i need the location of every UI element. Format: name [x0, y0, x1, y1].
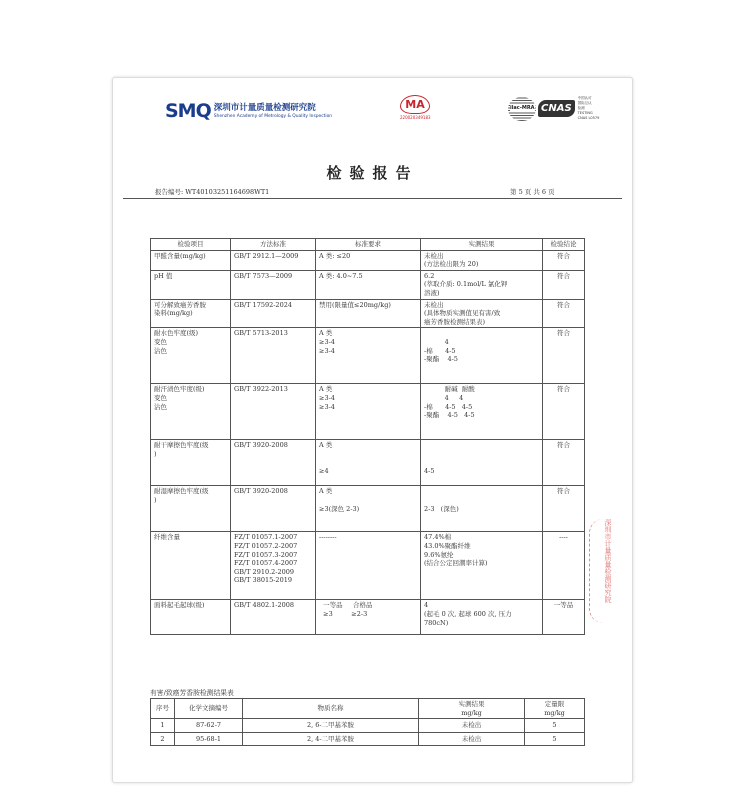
header-item: 检验项目 [151, 239, 231, 251]
header-conclusion: 检验结论 [543, 239, 585, 251]
table-header-row [151, 699, 585, 719]
header-requirement: 标准要求 [316, 239, 421, 251]
requirement-cell: 一等品 合格品 ≥3 ≥2-3 [316, 600, 421, 635]
smq-mark: SMQ [165, 100, 211, 122]
cas-cell: 87-62-7 [175, 719, 243, 733]
result-cell: 4 (起毛 0 次, 起球 600 次, 压力 780cN) [421, 600, 543, 635]
item-cell: 耐汗渍色牢度(级) 变色 沾色 [151, 384, 231, 440]
result-cell: 未检出 (具体物质实测值见有害/致 癌芳香胺检测结果表) [421, 299, 543, 328]
conclusion-cell: 符合 [543, 486, 585, 532]
cas-cell: 95-68-1 [175, 732, 243, 746]
requirement-cell: 禁用(限量值≤20mg/kg) [316, 299, 421, 328]
conclusion-cell: 符合 [543, 328, 585, 384]
method-cell: FZ/T 01057.1-2007 FZ/T 01057.2-2007 FZ/T 01057.3-2007 FZ/T 01057.4-2007 GB/T 2910.2-2009 GB/T 38015-2019 [231, 532, 316, 600]
smq-logo [165, 100, 332, 122]
result-cell: 4-5 [421, 440, 543, 486]
requirement-cell: A 类 ≥3-4 ≥3-4 [316, 384, 421, 440]
inspection-results-table [150, 238, 585, 635]
header-seq: 序号 [151, 699, 175, 719]
conclusion-cell: 符合 [543, 250, 585, 270]
item-cell: 甲醛含量(mg/kg) [151, 250, 231, 270]
table-row [151, 732, 585, 746]
header-measured: 实测结果 mg/kg [419, 699, 525, 719]
table-row [151, 600, 585, 635]
item-cell: pH 值 [151, 270, 231, 299]
institute-name-en: Shenzhen Academy of Metrology & Quality Inspection [213, 113, 333, 119]
loq-cell: 5 [525, 732, 585, 746]
result-cell: 4 -棉 4-5 -聚酯 4-5 [421, 328, 543, 384]
conclusion-cell: 一等品 [543, 600, 585, 635]
result-cell: 耐碱 耐酸 4 4 -棉 4-5 4-5 -聚酯 4-5 4-5 [421, 384, 543, 440]
conclusion-cell: 符合 [543, 270, 585, 299]
requirement-cell: A 类: 4.0~7.5 [316, 270, 421, 299]
method-cell: GB/T 7573—2009 [231, 270, 316, 299]
cnas-logo [508, 96, 599, 121]
table-row [151, 270, 585, 299]
cma-letters: MA [405, 98, 425, 111]
result-cell: 6.2 (萃取介质: 0.1mol/L 氯化钾 溶液) [421, 270, 543, 299]
substance-cell: 2, 4-二甲基苯胺 [243, 732, 419, 746]
conclusion-cell: 符合 [543, 440, 585, 486]
header-divider [123, 198, 622, 199]
result-cell: 47.4%棉 43.0%聚酯纤维 9.6%氨纶 (结合公定回潮率计算) [421, 532, 543, 600]
report-number: 报告编号: WT40103251164698WT1 [155, 188, 270, 196]
cnas-badge: CNAS [538, 100, 575, 117]
item-cell: 耐湿摩擦色牢度(级 ) [151, 486, 231, 532]
conclusion-cell: ---- [543, 532, 585, 600]
seal-stamp: 深圳市计量质量检测研究院 [604, 519, 612, 603]
table-row [151, 328, 585, 384]
table-row [151, 440, 585, 486]
requirement-cell: A 类 ≥3-4 ≥3-4 [316, 328, 421, 384]
institute-name-cn: 深圳市计量质量检测研究院 [213, 102, 316, 113]
cma-logo [400, 95, 430, 120]
method-cell: GB/T 17592-2024 [231, 299, 316, 328]
result-cell: 2-3 (深色) [421, 486, 543, 532]
measured-cell: 未检出 [419, 732, 525, 746]
amine-results-table [150, 698, 585, 746]
requirement-cell: A 类: ≤20 [316, 250, 421, 270]
result-cell: 未检出 (方法检出限为 20) [421, 250, 543, 270]
conclusion-cell: 符合 [543, 384, 585, 440]
loq-cell: 5 [525, 719, 585, 733]
measured-cell: 未检出 [419, 719, 525, 733]
header-result: 实测结果 [421, 239, 543, 251]
method-cell: GB/T 3920-2008 [231, 440, 316, 486]
header-cas: 化学文摘编号 [175, 699, 243, 719]
table-row [151, 384, 585, 440]
seq-cell: 2 [151, 732, 175, 746]
page-number: 第 5 页 共 6 页 [510, 188, 555, 196]
method-cell: GB/T 4802.1-2008 [231, 600, 316, 635]
table-header-row [151, 239, 585, 251]
report-title: 检验报告 [326, 164, 419, 182]
item-cell: 面料起毛起球(级) [151, 600, 231, 635]
table-row [151, 532, 585, 600]
method-cell: GB/T 5713-2013 [231, 328, 316, 384]
requirement-cell: -------- [316, 532, 421, 600]
method-cell: GB/T 3920-2008 [231, 486, 316, 532]
item-cell: 可分解致癌芳香胺 染料(mg/kg) [151, 299, 231, 328]
requirement-cell: A 类 ≥3(深色 2-3) [316, 486, 421, 532]
cnas-side-text: 中国认可 国际互认 检测 TESTING CNAS L0579 [577, 96, 600, 120]
header-method: 方法标准 [231, 239, 316, 251]
table-row [151, 250, 585, 270]
header-substance: 物质名称 [243, 699, 419, 719]
conclusion-cell: 符合 [543, 299, 585, 328]
seq-cell: 1 [151, 719, 175, 733]
requirement-cell: A 类 ≥4 [316, 440, 421, 486]
item-cell: 耐干摩擦色牢度(级 ) [151, 440, 231, 486]
header-loq: 定量限 mg/kg [525, 699, 585, 719]
table-row [151, 719, 585, 733]
ilac-icon: ilac-MRA [508, 97, 536, 121]
method-cell: GB/T 2912.1—2009 [231, 250, 316, 270]
method-cell: GB/T 3922-2013 [231, 384, 316, 440]
amine-table-title: 有害/致癌芳香胺检测结果表 [150, 689, 234, 697]
table-row [151, 486, 585, 532]
item-cell: 纤维含量 [151, 532, 231, 600]
report-page [112, 77, 633, 783]
cma-number: 220020349183 [400, 115, 431, 120]
substance-cell: 2, 6-二甲基苯胺 [243, 719, 419, 733]
item-cell: 耐水色牢度(级) 变色 沾色 [151, 328, 231, 384]
table-row [151, 299, 585, 328]
